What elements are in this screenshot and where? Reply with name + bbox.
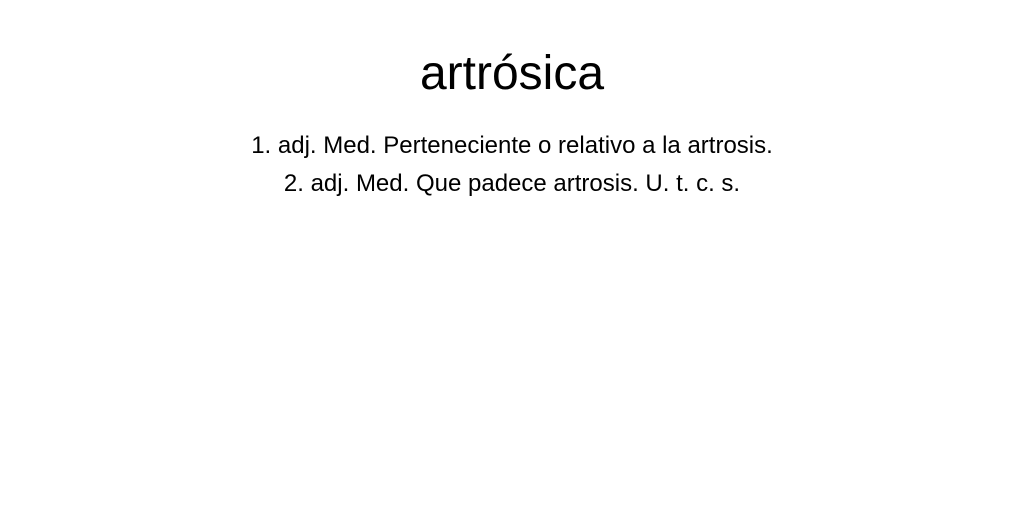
definition-list [0, 127, 1024, 203]
definition-2: 2. adj. Med. Que padece artrosis. U. t. c. s. [283, 170, 741, 197]
headword-title: artrósica [419, 47, 605, 100]
definition-1: 1. adj. Med. Perteneciente o relativo a la artrosis. [251, 132, 773, 159]
